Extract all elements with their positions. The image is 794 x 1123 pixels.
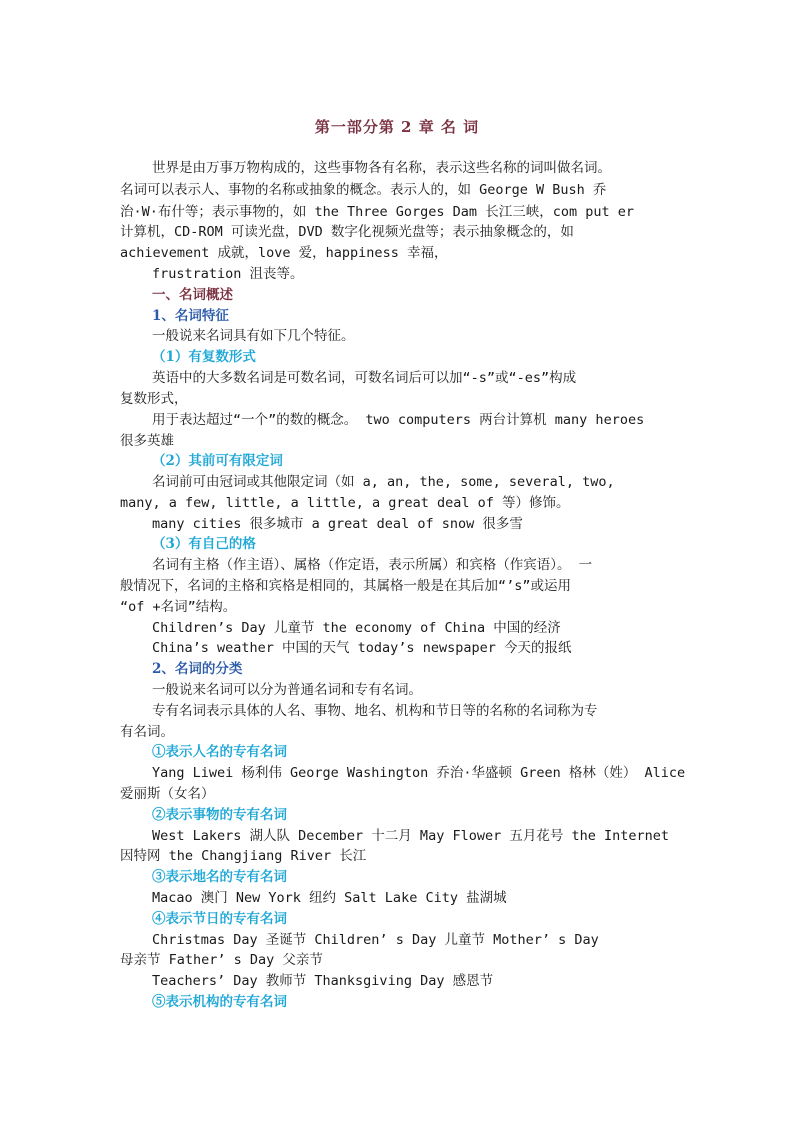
text-line: 有名词。 <box>120 724 174 740</box>
text-line: Children’s Day 儿童节 the economy of China 中国的经济 <box>152 620 561 636</box>
text-line: achievement 成就，love 爱，happiness 幸福， <box>120 245 448 261</box>
text-line: 计算机，CD-ROM 可读光盘，DVD 数字化视频光盘等；表示抽象概念的，如 <box>120 224 574 240</box>
section-heading: （3）有自己的格 <box>152 536 256 552</box>
text-line: 复数形式， <box>120 391 188 407</box>
section-heading: 一、名词概述 <box>152 287 233 303</box>
section-heading: ①表示人名的专有名词 <box>152 744 287 760</box>
text-line: 名词有主格（作主语）、属格（作定语，表示所属）和宾格（作宾语）。 一 <box>152 557 593 573</box>
text-line: 爱丽斯（女名） <box>120 786 215 802</box>
text-line: Teachers’ Day 教师节 Thanksgiving Day 感恩节 <box>152 973 494 989</box>
section-heading: ⑤表示机构的专有名词 <box>152 994 287 1010</box>
text-line: many, a few, little, a little, a great deal of 等）修饰。 <box>120 495 570 511</box>
page-title: 第一部分第 2 章 名 词 <box>314 118 480 136</box>
text-line: China’s weather 中国的天气 today’s newspaper 今天的报纸 <box>152 640 572 656</box>
text-line: West Lakers 湖人队 December 十二月 May Flower 五月花号 the Internet <box>152 828 670 844</box>
text-line: 般情况下，名词的主格和宾格是相同的，其属格一般是在其后加“’s”或运用 <box>120 578 572 594</box>
text-line: 因特网 the Changjiang River 长江 <box>120 848 367 864</box>
text-line: 世界是由万事万物构成的，这些事物各有名称，表示这些名称的词叫做名词。 <box>152 160 611 176</box>
section-heading: ③表示地名的专有名词 <box>152 869 287 885</box>
text-line: 用于表达超过“一个”的数的概念。 two computers 两台计算机 many heroes <box>152 412 645 428</box>
text-line: frustration 沮丧等。 <box>152 266 304 282</box>
text-line: 很多英雄 <box>120 433 174 449</box>
text-line: 名词可以表示人、事物的名称或抽象的概念。表示人的，如 George W Bush 乔 <box>120 182 607 198</box>
text-line: 专有名词表示具体的人名、事物、地名、机构和节日等的名称的名词称为专 <box>152 703 598 719</box>
section-heading: 2、名词的分类 <box>152 661 243 677</box>
text-line: many cities 很多城市 a great deal of snow 很多雪 <box>152 516 523 532</box>
section-heading: 1、名词特征 <box>152 308 229 324</box>
text-line: 英语中的大多数名词是可数名词，可数名词后可以加“-s”或“-es”构成 <box>152 370 577 386</box>
text-line: 一般说来名词具有如下几个特征。 <box>152 328 355 344</box>
text-line: Christmas Day 圣诞节 Children’ s Day 儿童节 Mother’ s Day <box>152 932 599 948</box>
text-line: 一般说来名词可以分为普通名词和专有名词。 <box>152 682 422 698</box>
section-heading: ②表示事物的专有名词 <box>152 807 287 823</box>
section-heading: （2）其前可有限定词 <box>152 453 283 469</box>
text-line: 治·W·布什等；表示事物的，如 the Three Gorges Dam 长江三峡，com put er <box>120 204 634 220</box>
text-line: “of +名词”结构。 <box>120 599 237 615</box>
section-heading: （1）有复数形式 <box>152 349 256 365</box>
text-line: 名词前可由冠词或其他限定词（如 a, an, the, some, several, two, <box>152 474 615 490</box>
text-line: 母亲节 Father’ s Day 父亲节 <box>120 952 323 968</box>
text-line: Yang Liwei 杨利伟 George Washington 乔治·华盛顿 Green 格林（姓） Alice <box>152 765 686 781</box>
section-heading: ④表示节日的专有名词 <box>152 911 287 927</box>
text-line: Macao 澳门 New York 纽约 Salt Lake City 盐湖城 <box>152 890 507 906</box>
